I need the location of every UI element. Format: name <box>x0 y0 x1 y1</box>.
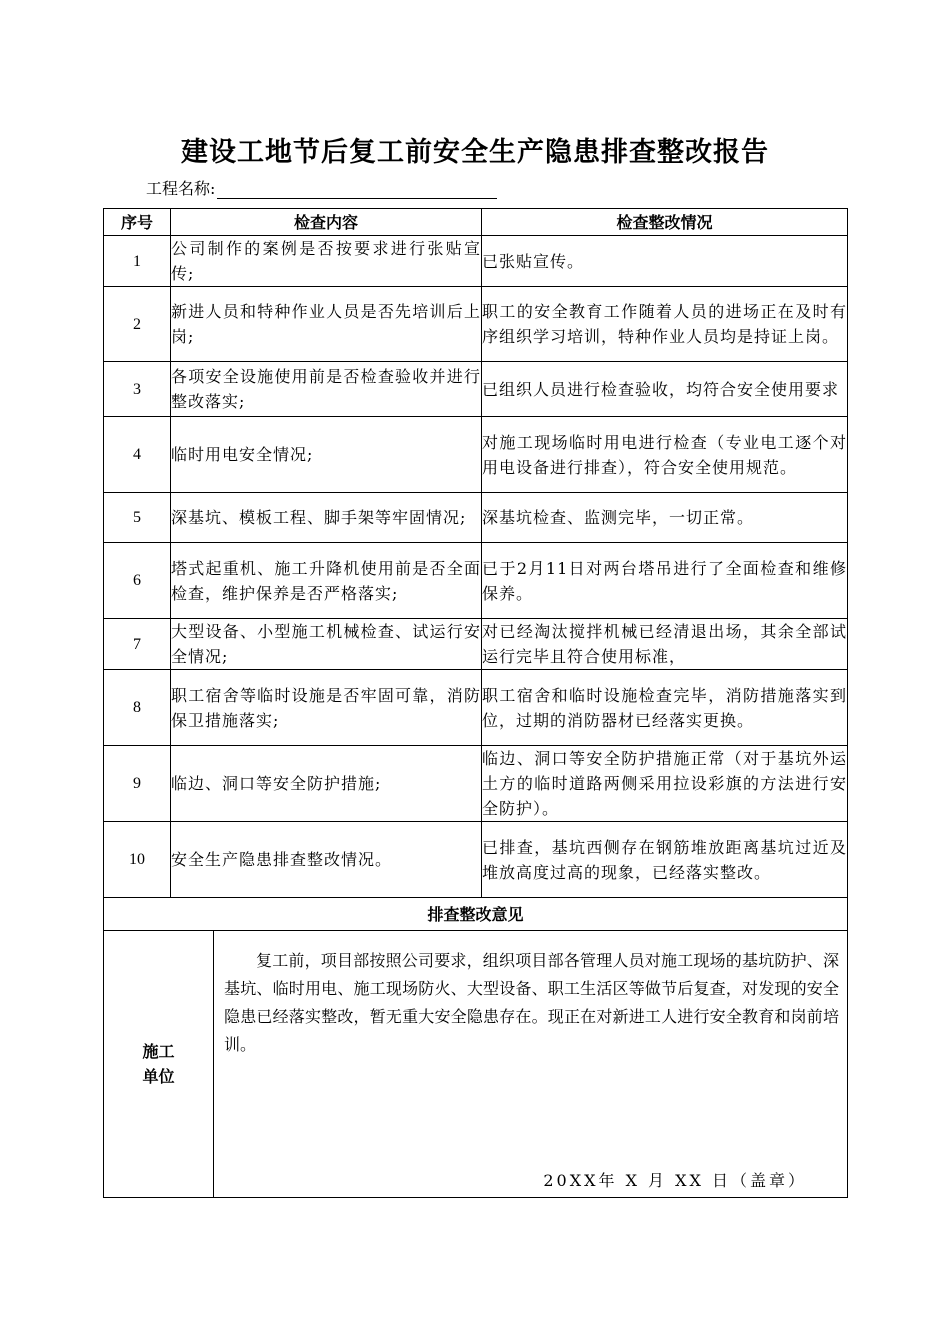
row-content: 大型设备、小型施工机械检查、试运行安全情况; <box>171 619 482 670</box>
row-content: 塔式起重机、施工升降机使用前是否全面检查，维护保养是否严格落实; <box>171 543 482 619</box>
row-result: 深基坑检查、监测完毕，一切正常。 <box>482 493 848 543</box>
row-result: 临边、洞口等安全防护措施正常（对于基坑外运土方的临时道路两侧采用拉设彩旗的方法进行安全防护）。 <box>482 746 848 822</box>
inspection-table <box>103 208 848 1198</box>
table-row <box>104 287 848 362</box>
header-content: 检查内容 <box>171 209 482 236</box>
table-header-row <box>104 209 848 236</box>
row-content: 深基坑、模板工程、脚手架等牢固情况; <box>171 493 482 543</box>
row-num: 3 <box>104 362 171 417</box>
row-content: 安全生产隐患排查整改情况。 <box>171 822 482 898</box>
row-result: 对已经淘汰搅拌机械已经清退出场，其余全部试运行完毕且符合使用标准， <box>482 619 848 670</box>
table-row <box>104 236 848 287</box>
project-name-label: 工程名称: <box>146 179 216 198</box>
row-num: 1 <box>104 236 171 287</box>
opinion-text: 复工前，项目部按照公司要求，组织项目部各管理人员对施工现场的基坑防护、深基坑、临时用电、施工现场防火、大型设备、职工生活区等做节后复查，对发现的安全隐患已经落实整改，暂无重大安全隐患存在。现正在对新进工人进行安全教育和岗前培训。 <box>224 951 840 1054</box>
row-num: 7 <box>104 619 171 670</box>
row-content: 临时用电安全情况; <box>171 417 482 493</box>
row-result: 已组织人员进行检查验收，均符合安全使用要求 <box>482 362 848 417</box>
table-row <box>104 619 848 670</box>
row-result: 已张贴宣传。 <box>482 236 848 287</box>
table-row <box>104 746 848 822</box>
row-num: 8 <box>104 670 171 746</box>
project-name-field <box>146 176 497 199</box>
opinion-header-row <box>104 898 848 931</box>
row-num: 2 <box>104 287 171 362</box>
row-num: 4 <box>104 417 171 493</box>
row-num: 5 <box>104 493 171 543</box>
header-num: 序号 <box>104 209 171 236</box>
table-row <box>104 362 848 417</box>
unit-label-line-1: 施工 <box>142 1042 175 1061</box>
row-result: 职工宿舍和临时设施检查完毕，消防措施落实到位，过期的消防器材已经落实更换。 <box>482 670 848 746</box>
opinion-content <box>214 931 848 1198</box>
unit-label <box>104 931 214 1198</box>
table-row <box>104 493 848 543</box>
row-content: 各项安全设施使用前是否检查验收并进行整改落实; <box>171 362 482 417</box>
unit-label-line-2: 单位 <box>142 1067 175 1086</box>
page-title: 建设工地节后复工前安全生产隐患排查整改报告 <box>181 137 769 168</box>
row-num: 6 <box>104 543 171 619</box>
date-stamp: 20XX年 X 月 XX 日（盖章） <box>543 1171 808 1190</box>
row-result: 已于2月11日对两台塔吊进行了全面检查和维修保养。 <box>482 543 848 619</box>
table-row <box>104 543 848 619</box>
row-content: 临边、洞口等安全防护措施; <box>171 746 482 822</box>
table-row <box>104 417 848 493</box>
table-row <box>104 822 848 898</box>
row-num: 9 <box>104 746 171 822</box>
row-result: 已排查，基坑西侧存在钢筋堆放距离基坑过近及堆放高度过高的现象，已经落实整改。 <box>482 822 848 898</box>
row-content: 职工宿舍等临时设施是否牢固可靠，消防保卫措施落实; <box>171 670 482 746</box>
row-num: 10 <box>104 822 171 898</box>
table-row <box>104 670 848 746</box>
row-result: 职工的安全教育工作随着人员的进场正在及时有序组织学习培训，特种作业人员均是持证上岗。 <box>482 287 848 362</box>
header-result: 检查整改情况 <box>482 209 848 236</box>
opinion-row <box>104 931 848 1198</box>
opinion-header: 排查整改意见 <box>104 898 848 931</box>
row-result: 对施工现场临时用电进行检查（专业电工逐个对用电设备进行排查），符合安全使用规范。 <box>482 417 848 493</box>
row-content: 新进人员和特种作业人员是否先培训后上岗; <box>171 287 482 362</box>
project-name-blank <box>217 180 497 199</box>
row-content: 公司制作的案例是否按要求进行张贴宣传; <box>171 236 482 287</box>
